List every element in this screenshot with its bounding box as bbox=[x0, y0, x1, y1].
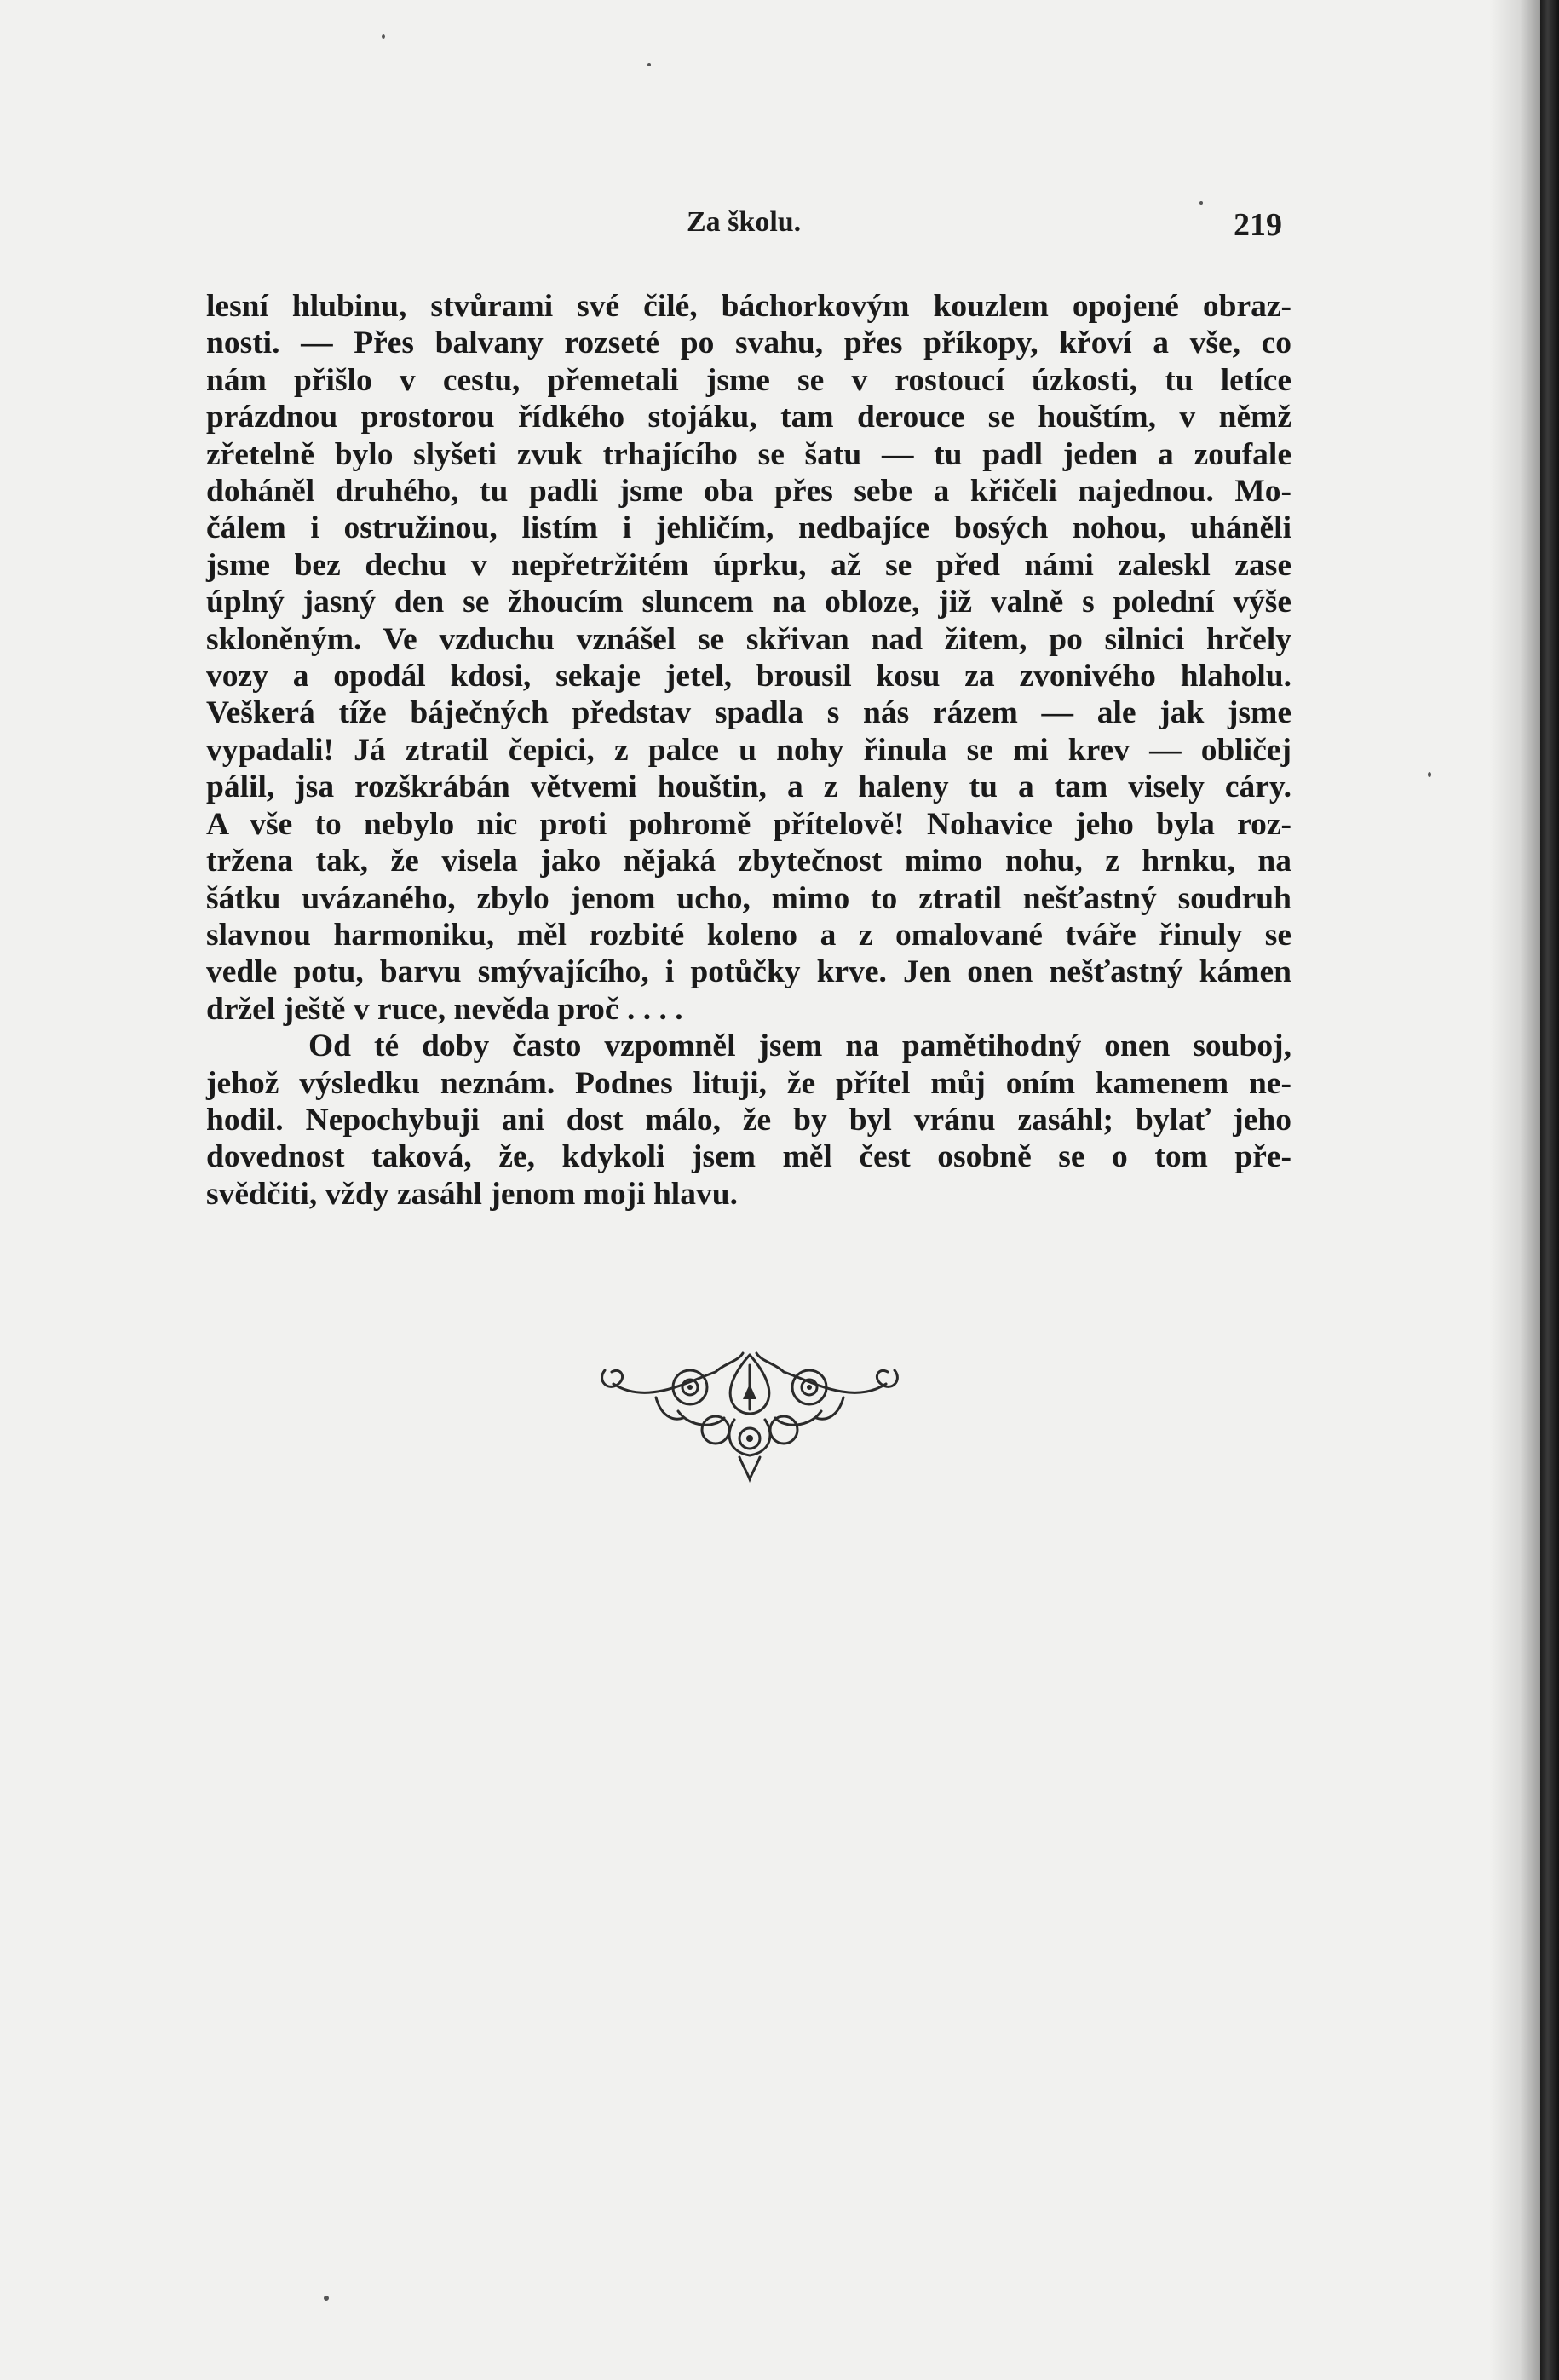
text-line: nám přišlo v cestu, přemetali jsme se v rostoucí úzkosti, tu letíce bbox=[206, 362, 1291, 398]
paragraph-1 bbox=[206, 288, 1291, 1028]
running-title: Za školu. bbox=[687, 206, 802, 238]
running-head bbox=[0, 206, 1540, 249]
text-line: doháněl druhého, tu padli jsme oba přes sebe a křičeli najednou. Mo- bbox=[206, 474, 1291, 510]
text-line: vypadali! Já ztratil čepici, z palce u nohy řinula se mi krev — obličej bbox=[206, 732, 1291, 768]
text-line: nosti. — Přes balvany rozseté po svahu, přes příkopy, křoví a vše, co bbox=[206, 326, 1291, 361]
text-line: A vše to nebylo nic proti pohromě přítelově! Nohavice jeho byla roz- bbox=[206, 806, 1291, 842]
body-text bbox=[206, 288, 1291, 1213]
text-line: úplný jasný den se žhoucím sluncem na obloze, již valně s polední výše bbox=[206, 585, 1291, 620]
paragraph-2 bbox=[206, 1028, 1291, 1213]
text-line: pálil, jsa rozškrábán větvemi houštin, a z haleny tu a tam visely cáry. bbox=[206, 769, 1291, 805]
paper-speck bbox=[647, 63, 651, 66]
text-line: Veškerá tíže báječných představ spadla s nás rázem — ale jak jsme bbox=[206, 695, 1291, 731]
text-line: jehož výsledku neznám. Podnes lituji, že přítel můj oním kamenem ne- bbox=[206, 1065, 1291, 1101]
text-line: čálem i ostružinou, listím i jehličím, nedbajíce bosých nohou, uháněli bbox=[206, 510, 1291, 546]
floral-vignette-icon bbox=[588, 1346, 912, 1483]
text-line: dovednost taková, že, kdykoli jsem měl čest osobně se o tom pře- bbox=[206, 1139, 1291, 1175]
paper-speck bbox=[324, 2296, 329, 2301]
text-line: svědčiti, vždy zasáhl jenom moji hlavu. bbox=[206, 1176, 738, 1212]
paper-speck bbox=[1428, 772, 1431, 777]
text-line: lesní hlubinu, stvůrami své čilé, báchorkovým kouzlem opojené obraz- bbox=[206, 289, 1291, 324]
text-line: vedle potu, barvu smývajícího, i potůčky krve. Jen onen nešťastný kámen bbox=[206, 954, 1291, 990]
text-line: vozy a opodál kdosi, sekaje jetel, brousil kosu za zvonivého hlaholu. bbox=[206, 659, 1291, 694]
text-line: tržena tak, že visela jako nějaká zbytečnost mimo nohu, z hrnku, na bbox=[206, 844, 1291, 879]
text-line: zřetelně bylo slyšeti zvuk trhajícího se šatu — tu padl jeden a zoufale bbox=[206, 436, 1291, 472]
page-gutter-shadow bbox=[1489, 0, 1540, 2380]
text-line: skloněným. Ve vzduchu vznášel se skřivan nad žitem, po silnici hrčely bbox=[206, 621, 1291, 657]
text-line: šátku uvázaného, zbylo jenom ucho, mimo to ztratil nešťastný soudruh bbox=[206, 880, 1291, 916]
text-line: slavnou harmoniku, měl rozbité koleno a z omalované tváře řinuly se bbox=[206, 917, 1291, 953]
text-line: držel ještě v ruce, nevěda proč . . . . bbox=[206, 991, 683, 1027]
paper-speck bbox=[382, 34, 385, 39]
text-line: prázdnou prostorou řídkého stojáku, tam derouce se houštím, v němž bbox=[206, 400, 1291, 435]
text-line: Od té doby často vzpomněl jsem na pamětihodný onen souboj, bbox=[308, 1029, 1291, 1064]
book-edge bbox=[1540, 0, 1559, 2380]
page-number: 219 bbox=[1234, 207, 1282, 243]
text-line: jsme bez dechu v nepřetržitém úprku, až se před námi zaleskl zase bbox=[206, 547, 1291, 583]
paper-speck bbox=[1199, 201, 1203, 205]
text-line: hodil. Nepochybuji ani dost málo, že by byl vránu zasáhl; bylať jeho bbox=[206, 1102, 1291, 1138]
